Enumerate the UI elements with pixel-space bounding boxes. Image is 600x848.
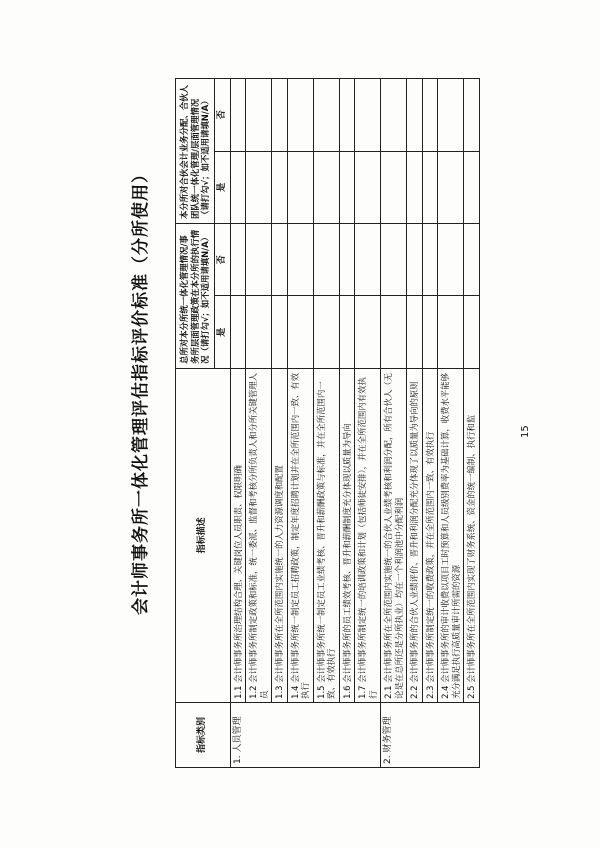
row-description: 1.4 会计师事务所统一制定员工招聘政策，制定年度招聘计划并在全所范围内一致、有效执行: [287, 368, 313, 702]
header-no-a: 否: [214, 224, 230, 296]
cell-no-a[interactable]: [230, 224, 246, 296]
row-description: 2.2 会计师事务所的合伙人业绩评价、晋升和利润分配充分体现了以质量为导向的原则: [407, 368, 423, 702]
cell-yes-b[interactable]: [407, 151, 423, 223]
cell-yes-b[interactable]: [287, 151, 313, 223]
header-yes-b: 是: [214, 151, 230, 223]
cell-no-b[interactable]: [407, 79, 423, 152]
header-col-a: 总所对本分所统一体化管理情况/事务所层面管理政策在本分所的执行情况（请打勾√；如不适用请填N/A）: [176, 224, 215, 369]
header-yes-a: 是: [214, 296, 230, 368]
cell-yes-b[interactable]: [339, 151, 355, 223]
category-personnel: 1. 人员管理: [230, 702, 381, 767]
cell-no-a[interactable]: [422, 224, 438, 296]
table-row: [422, 79, 438, 768]
header-category: 指标类别: [176, 702, 231, 767]
cell-no-b[interactable]: [246, 79, 272, 152]
cell-no-b[interactable]: [355, 79, 381, 152]
table-row: [230, 79, 246, 768]
category-finance: 2. 财务管理: [381, 702, 480, 767]
cell-no-b[interactable]: [230, 79, 246, 152]
cell-yes-a[interactable]: [422, 296, 438, 368]
cell-yes-b[interactable]: [355, 151, 381, 223]
cell-yes-a[interactable]: [438, 296, 464, 368]
cell-yes-a[interactable]: [407, 296, 423, 368]
row-description: 1.6 会计师事务所的员工绩效考核、晋升和薪酬制度充分体现以质量为导向: [339, 368, 355, 702]
cell-yes-b[interactable]: [230, 151, 246, 223]
row-description: 1.5 会计师事务所统一制定员工业绩考核、晋升和薪酬政策与标准，并在全所范围内一致、有效执行: [313, 368, 339, 702]
cell-yes-b[interactable]: [464, 151, 480, 223]
row-description: 1.2 会计师事务所制定政策和标准，统一委派、监督和考核分所负责人和分所关键管理人员: [246, 368, 272, 702]
table-row: [246, 79, 272, 768]
row-description: 2.1 会计师事务所在全所范围内实施统一的合伙人业绩考核和利润分配，所有合伙人（无论是在总所还是分所执业）均在一个利润池中分配利润: [381, 368, 407, 702]
cell-no-a[interactable]: [407, 224, 423, 296]
cell-yes-a[interactable]: [339, 296, 355, 368]
cell-yes-a[interactable]: [355, 296, 381, 368]
table-row: [407, 79, 423, 768]
table-row: [464, 79, 480, 768]
row-description: 1.3 会计师事务所在全所范围内实施统一的人力资源调度和配置: [272, 368, 288, 702]
table-row: [339, 79, 355, 768]
cell-yes-b[interactable]: [438, 151, 464, 223]
cell-no-a[interactable]: [355, 224, 381, 296]
cell-no-b[interactable]: [313, 79, 339, 152]
cell-yes-b[interactable]: [422, 151, 438, 223]
table-row: [381, 79, 407, 768]
table-row: [287, 79, 313, 768]
cell-yes-a[interactable]: [313, 296, 339, 368]
row-description: 2.5 会计师事务所在全所范围内实现了财务系统、资金的统一编制、执行和监: [464, 368, 480, 702]
cell-yes-a[interactable]: [287, 296, 313, 368]
cell-no-a[interactable]: [381, 224, 407, 296]
cell-no-b[interactable]: [464, 79, 480, 152]
header-no-b: 否: [214, 79, 230, 152]
cell-no-a[interactable]: [438, 224, 464, 296]
table-row: [313, 79, 339, 768]
table-row: [272, 79, 288, 768]
cell-no-a[interactable]: [339, 224, 355, 296]
cell-yes-a[interactable]: [246, 296, 272, 368]
cell-no-b[interactable]: [438, 79, 464, 152]
cell-yes-a[interactable]: [464, 296, 480, 368]
cell-no-a[interactable]: [272, 224, 288, 296]
cell-no-a[interactable]: [246, 224, 272, 296]
cell-no-b[interactable]: [287, 79, 313, 152]
row-description: 2.3 会计师事务所制定统一的收费政策，并在全所范围内一致、有效执行: [422, 368, 438, 702]
cell-no-b[interactable]: [381, 79, 407, 152]
page-number: 15: [520, 425, 531, 438]
header-col-b: 本分所对合伙会计业务分配、合伙人团队统一体化管理/层面管理情况（请打勾√；如不适用请填N/A）: [176, 79, 215, 224]
cell-no-a[interactable]: [287, 224, 313, 296]
cell-yes-b[interactable]: [272, 151, 288, 223]
cell-no-a[interactable]: [464, 224, 480, 296]
evaluation-table: [175, 78, 480, 768]
table-row: [355, 79, 381, 768]
page-title: 会计师事务所一体化管理评估指标评价标准（分所使用）: [131, 165, 151, 615]
cell-yes-b[interactable]: [246, 151, 272, 223]
table-row: [438, 79, 464, 768]
cell-no-a[interactable]: [313, 224, 339, 296]
cell-no-b[interactable]: [272, 79, 288, 152]
cell-no-b[interactable]: [422, 79, 438, 152]
row-description: 2.4 会计师事务所的审计收费以项目工时预算和人员级别费率为基础计算，收费水平能够充分满足执行高质量审计所需的资源: [438, 368, 464, 702]
cell-yes-a[interactable]: [230, 296, 246, 368]
table-header-row: [176, 79, 215, 768]
row-description: 1.7 会计师事务所制定统一的培训政策和计划（包括师徒安排），并在全所范围内有效执行: [355, 368, 381, 702]
cell-yes-b[interactable]: [381, 151, 407, 223]
header-description: 指标描述: [176, 368, 231, 702]
row-description: 1.1 会计师事务所治理结构合理、关键岗位人员职责、权限明确: [230, 368, 246, 702]
cell-yes-a[interactable]: [272, 296, 288, 368]
cell-yes-a[interactable]: [381, 296, 407, 368]
cell-no-b[interactable]: [339, 79, 355, 152]
cell-yes-b[interactable]: [313, 151, 339, 223]
